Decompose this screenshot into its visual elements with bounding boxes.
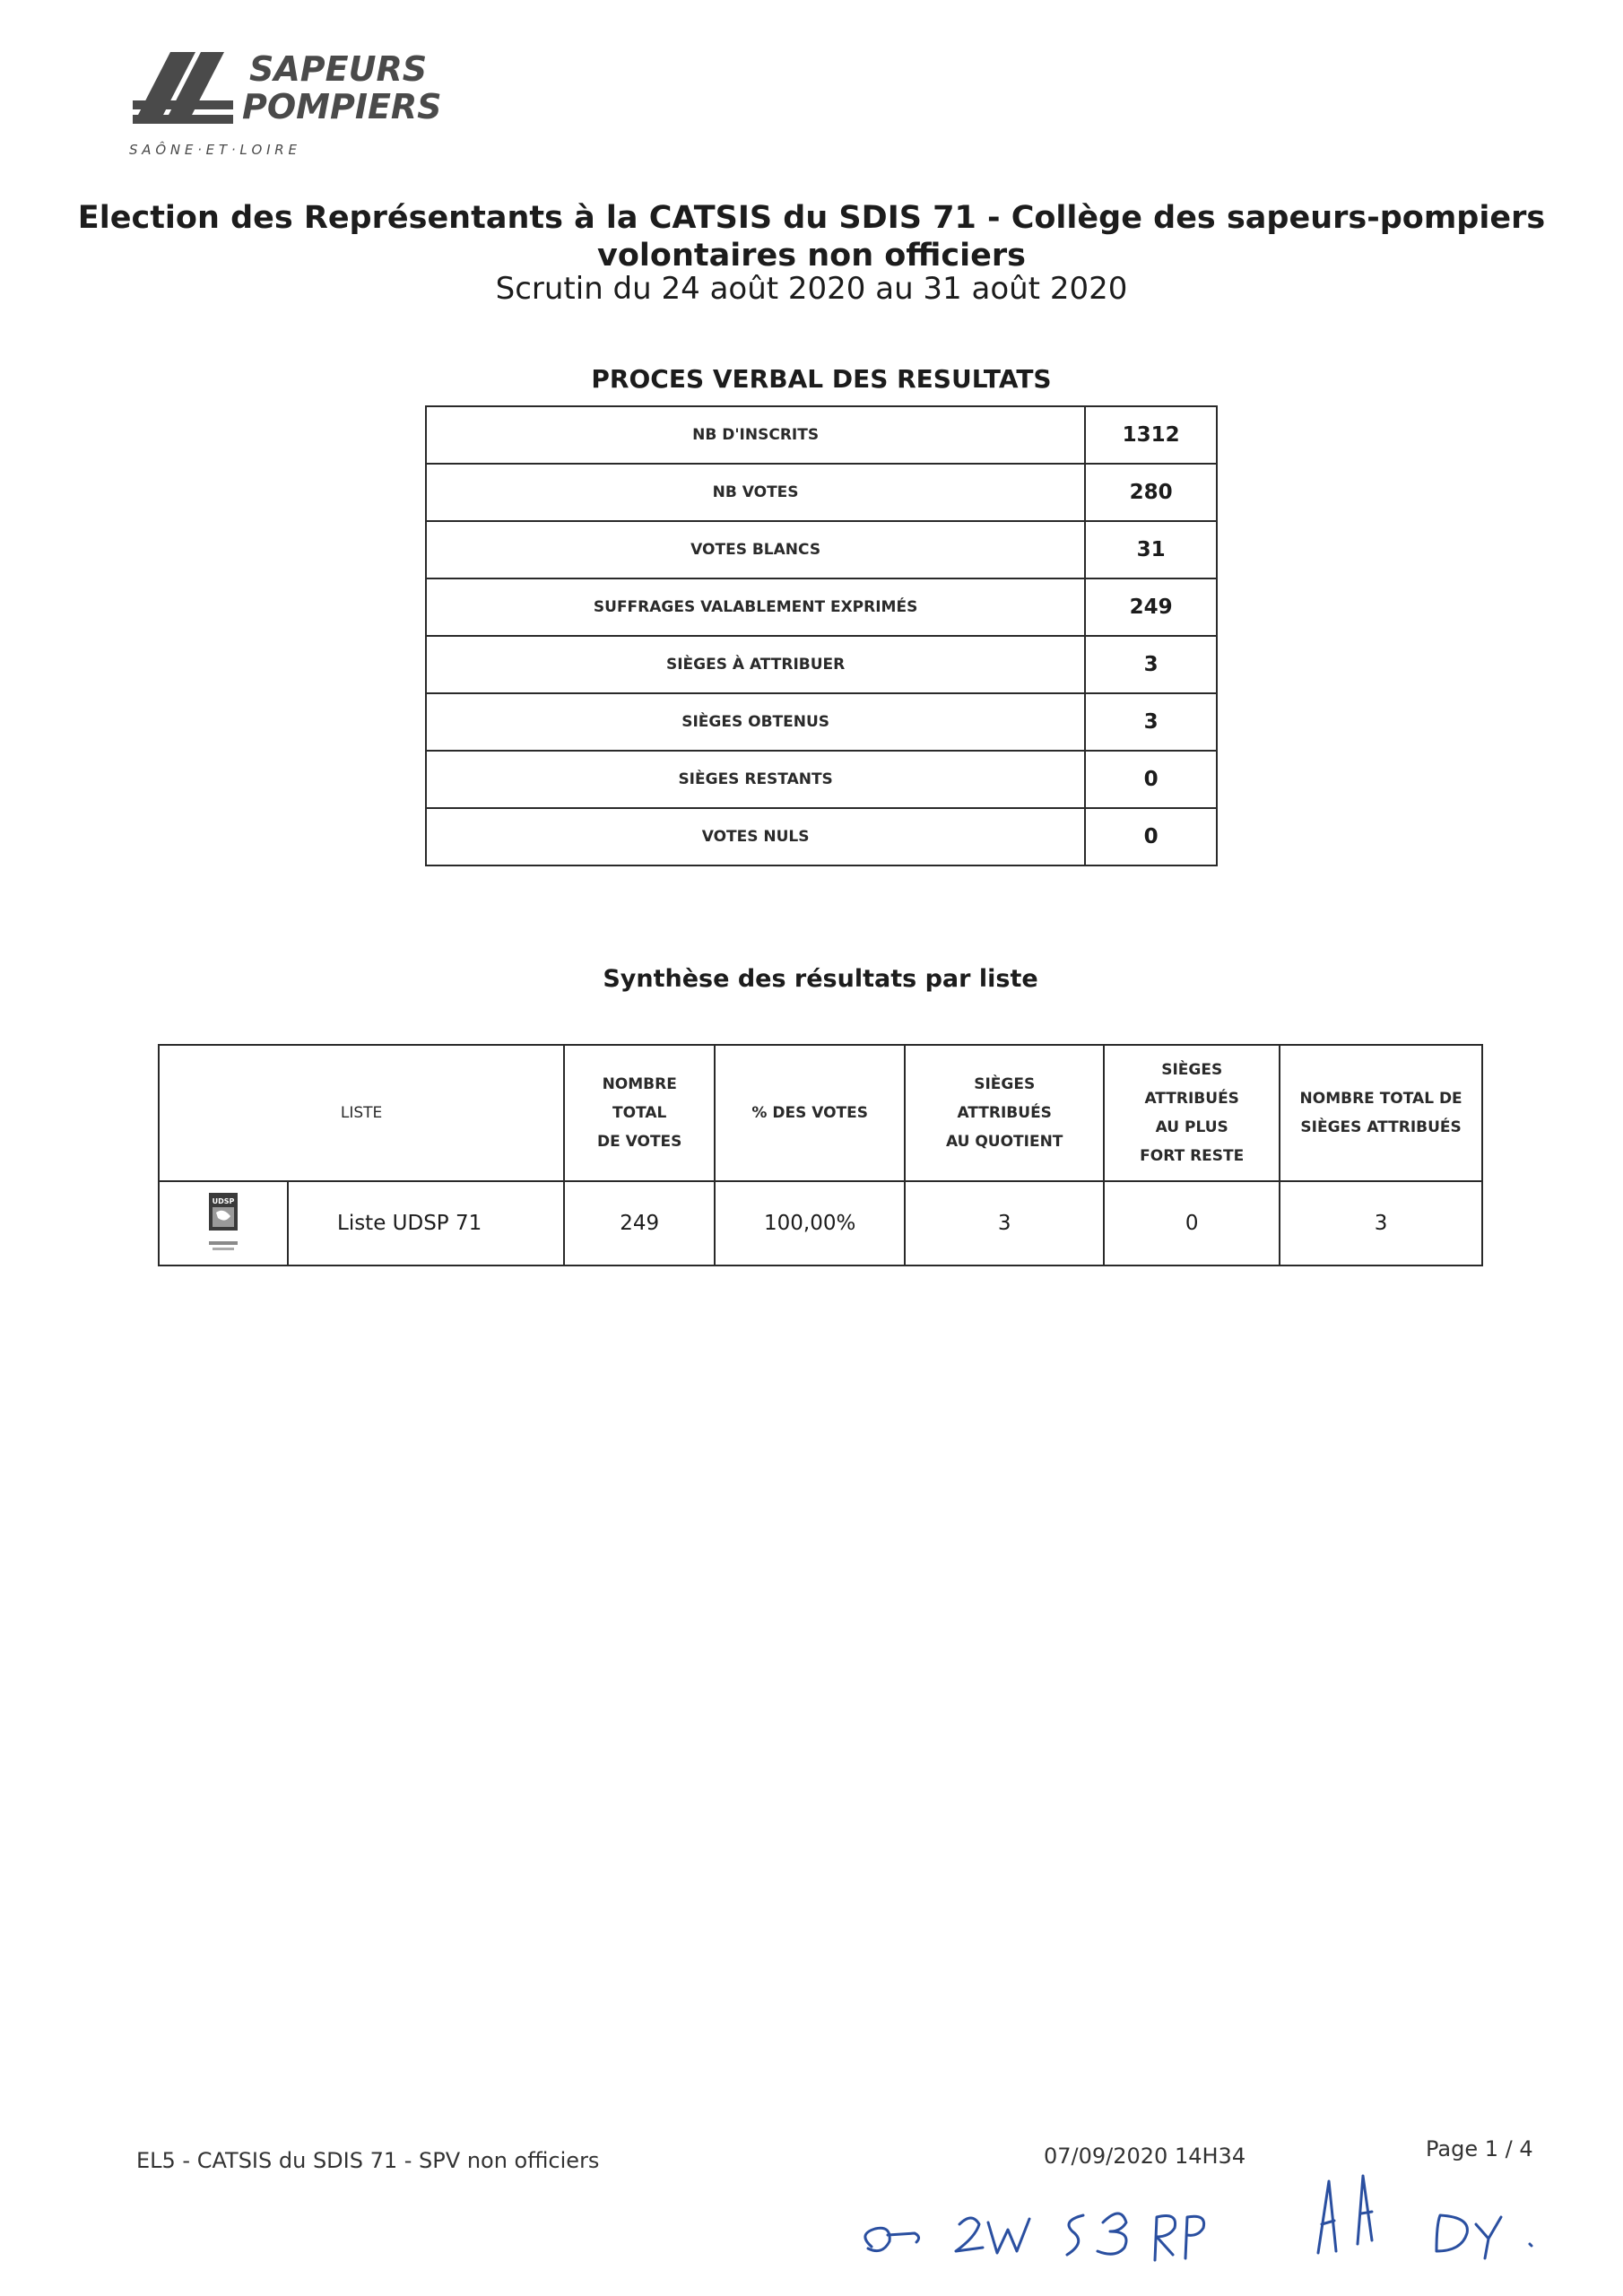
header-total-sieges <box>1280 1045 1482 1181</box>
pv-value: 280 <box>1085 464 1217 521</box>
pv-label: SUFFRAGES VALABLEMENT EXPRIMÉS <box>426 578 1085 636</box>
header-text: ATTRIBUÉS <box>957 1104 1052 1122</box>
footer-document-ref: EL5 - CATSIS du SDIS 71 - SPV non officiers <box>136 2148 600 2173</box>
header-text: SIÈGES <box>974 1075 1036 1093</box>
synthese-table <box>158 1044 1483 1266</box>
header-text: SIÈGES <box>1161 1061 1223 1079</box>
logo-line1: SAPEURS <box>249 49 428 89</box>
pv-row <box>426 808 1217 865</box>
pv-table <box>425 405 1218 866</box>
pv-value: 249 <box>1085 578 1217 636</box>
pv-value: 31 <box>1085 521 1217 578</box>
footer-date: 07/09/2020 14H34 <box>1044 2144 1246 2169</box>
header-text: AU PLUS <box>1155 1118 1228 1136</box>
synthese-row <box>159 1181 1482 1265</box>
header-total-votes <box>564 1045 715 1181</box>
document-title: Election des Représentants à la CATSIS du SDIS 71 - Collège des sapeurs-pompiers volontaires non officiers <box>77 200 1546 274</box>
sdis-logo <box>126 45 442 170</box>
synthese-heading: Synthèse des résultats par liste <box>603 965 1038 993</box>
header-text: AU QUOTIENT <box>945 1133 1063 1151</box>
pv-value: 3 <box>1085 636 1217 693</box>
list-total-votes: 249 <box>564 1181 715 1265</box>
pv-label: NB D'INSCRITS <box>426 406 1085 464</box>
list-total-sieges: 3 <box>1280 1181 1482 1265</box>
list-name: Liste UDSP 71 <box>288 1181 564 1265</box>
pv-row <box>426 578 1217 636</box>
synthese-header-row <box>159 1045 1482 1181</box>
pv-row <box>426 406 1217 464</box>
pv-heading: PROCES VERBAL DES RESULTATS <box>591 364 1052 394</box>
pv-label: SIÈGES À ATTRIBUER <box>426 636 1085 693</box>
pv-row <box>426 521 1217 578</box>
pv-row <box>426 693 1217 751</box>
pv-label: VOTES NULS <box>426 808 1085 865</box>
handwritten-signatures <box>834 2090 1569 2287</box>
header-sieges-quotient <box>905 1045 1104 1181</box>
pv-value: 0 <box>1085 751 1217 808</box>
header-text: ATTRIBUÉS <box>1144 1090 1239 1108</box>
pv-label: VOTES BLANCS <box>426 521 1085 578</box>
logo-line2: POMPIERS <box>242 87 442 126</box>
pv-label: SIÈGES OBTENUS <box>426 693 1085 751</box>
pv-value: 0 <box>1085 808 1217 865</box>
header-text: FORT RESTE <box>1140 1147 1245 1165</box>
pv-value: 3 <box>1085 693 1217 751</box>
logo-line3: S A Ô N E · E T · L O I R E <box>129 142 297 158</box>
document-subtitle: Scrutin du 24 août 2020 au 31 août 2020 <box>495 271 1128 307</box>
pv-row <box>426 636 1217 693</box>
header-sieges-reste <box>1104 1045 1280 1181</box>
pv-value: 1312 <box>1085 406 1217 464</box>
list-sieges-quotient: 3 <box>905 1181 1104 1265</box>
udsp-logo-icon <box>205 1191 241 1256</box>
list-logo-cell <box>159 1181 288 1265</box>
header-liste: LISTE <box>159 1045 564 1181</box>
header-text: DE VOTES <box>597 1133 682 1151</box>
pv-row <box>426 751 1217 808</box>
header-text: SIÈGES ATTRIBUÉS <box>1300 1118 1462 1136</box>
pv-label: SIÈGES RESTANTS <box>426 751 1085 808</box>
header-text: TOTAL <box>612 1104 667 1122</box>
pv-label: NB VOTES <box>426 464 1085 521</box>
footer-page-number: Page 1 / 4 <box>1426 2136 1533 2161</box>
header-text: NOMBRE <box>602 1075 677 1093</box>
udsp-logo-text: UDSP <box>212 1197 235 1205</box>
list-sieges-reste: 0 <box>1104 1181 1280 1265</box>
pv-row <box>426 464 1217 521</box>
header-text: NOMBRE TOTAL DE <box>1299 1090 1462 1108</box>
header-pct-votes: % DES VOTES <box>715 1045 905 1181</box>
list-pct-votes: 100,00% <box>715 1181 905 1265</box>
